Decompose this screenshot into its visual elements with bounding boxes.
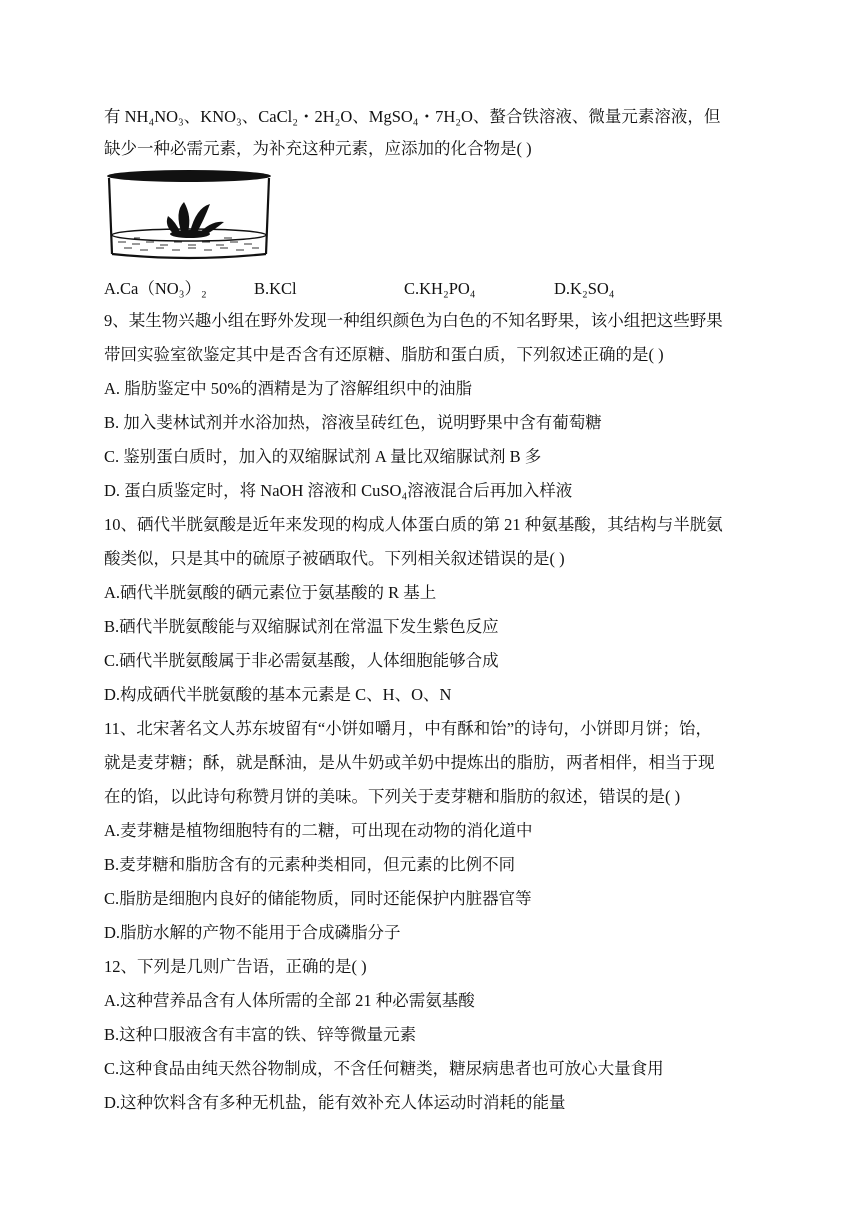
- q10-stem-line-1: 10、硒代半胱氨酸是近年来发现的构成人体蛋白质的第 21 种氨基酸，其结构与半胱氨: [104, 515, 723, 534]
- q11-option-b: B.麦芽糖和脂肪含有的元素种类相同，但元素的比例不同: [104, 855, 516, 874]
- q9-option-d: D. 蛋白质鉴定时，将 NaOH 溶液和 CuSO₄溶液混合后再加入样液: [104, 481, 573, 500]
- q10-stem-line-2: 酸类似，只是其中的硫原子被硒取代。下列相关叙述错误的是( ): [104, 549, 565, 568]
- q9-stem-line-1: 9、某生物兴趣小组在野外发现一种组织颜色为白色的不知名野果，该小组把这些野果: [104, 311, 723, 330]
- q8-stem-line-2: 缺少一种必需元素，为补充这种元素，应添加的化合物是( ): [104, 139, 532, 158]
- q9-stem-line-2: 带回实验室欲鉴定其中是否含有还原糖、脂肪和蛋白质，下列叙述正确的是( ): [104, 345, 664, 364]
- q9-option-c: C. 鉴别蛋白质时，加入的双缩脲试剂 A 量比双缩脲试剂 B 多: [104, 447, 542, 466]
- q11-option-d: D.脂肪水解的产物不能用于合成磷脂分子: [104, 923, 401, 942]
- q10-option-c: C.硒代半胱氨酸属于非必需氨基酸，人体细胞能够合成: [104, 651, 499, 670]
- q11-stem-line-1: 11、北宋著名文人苏东坡留有“小饼如嚼月，中有酥和饴”的诗句，小饼即月饼；饴，: [104, 719, 713, 738]
- q12-stem-line-1: 12、下列是几则广告语，正确的是( ): [104, 957, 367, 976]
- q12-option-c: C.这种食品由纯天然谷物制成，不含任何糖类，糖尿病患者也可放心大量食用: [104, 1059, 664, 1078]
- q10-option-a: A.硒代半胱氨酸的硒元素位于氨基酸的 R 基上: [104, 583, 437, 602]
- culture-dish-figure: [104, 168, 274, 260]
- q11-stem-line-2: 就是麦芽糖；酥，就是酥油，是从牛奶或羊奶中提炼出的脂肪，两者相伴，相当于现: [104, 753, 715, 772]
- q8-option-c: C.KH₂PO₄: [404, 279, 476, 298]
- q11-option-a: A.麦芽糖是植物细胞特有的二糖，可出现在动物的消化道中: [104, 821, 533, 840]
- q11-option-c: C.脂肪是细胞内良好的储能物质，同时还能保护内脏器官等: [104, 889, 532, 908]
- q11-stem-line-3: 在的馅，以此诗句称赞月饼的美味。下列关于麦芽糖和脂肪的叙述，错误的是( ): [104, 787, 681, 806]
- plant-tissue-icon: [167, 202, 224, 238]
- q10-option-b: B.硒代半胱氨酸能与双缩脲试剂在常温下发生紫色反应: [104, 617, 499, 636]
- q12-option-b: B.这种口服液含有丰富的铁、锌等微量元素: [104, 1025, 417, 1044]
- q12-option-a: A.这种营养品含有人体所需的全部 21 种必需氨基酸: [104, 991, 475, 1010]
- q8-option-b: B.KCl: [254, 279, 297, 298]
- q8-option-d: D.K₂SO₄: [554, 279, 615, 298]
- q8-option-a: A.Ca（NO₃）₂: [104, 279, 207, 298]
- q12-option-d: D.这种饮料含有多种无机盐，能有效补充人体运动时消耗的能量: [104, 1093, 566, 1112]
- q9-option-b: B. 加入斐林试剂并水浴加热，溶液呈砖红色，说明野果中含有葡萄糖: [104, 413, 602, 432]
- q10-option-d: D.构成硒代半胱氨酸的基本元素是 C、H、O、N: [104, 685, 452, 704]
- q9-option-a: A. 脂肪鉴定中 50%的酒精是为了溶解组织中的油脂: [104, 379, 473, 398]
- dish-rim-icon: [107, 170, 271, 182]
- q8-stem-line-1: 有 NH₄NO₃、KNO₃、CaCl₂・2H₂O、MgSO₄・7H₂O、螯合铁溶液、微量元素溶液，但: [104, 107, 721, 126]
